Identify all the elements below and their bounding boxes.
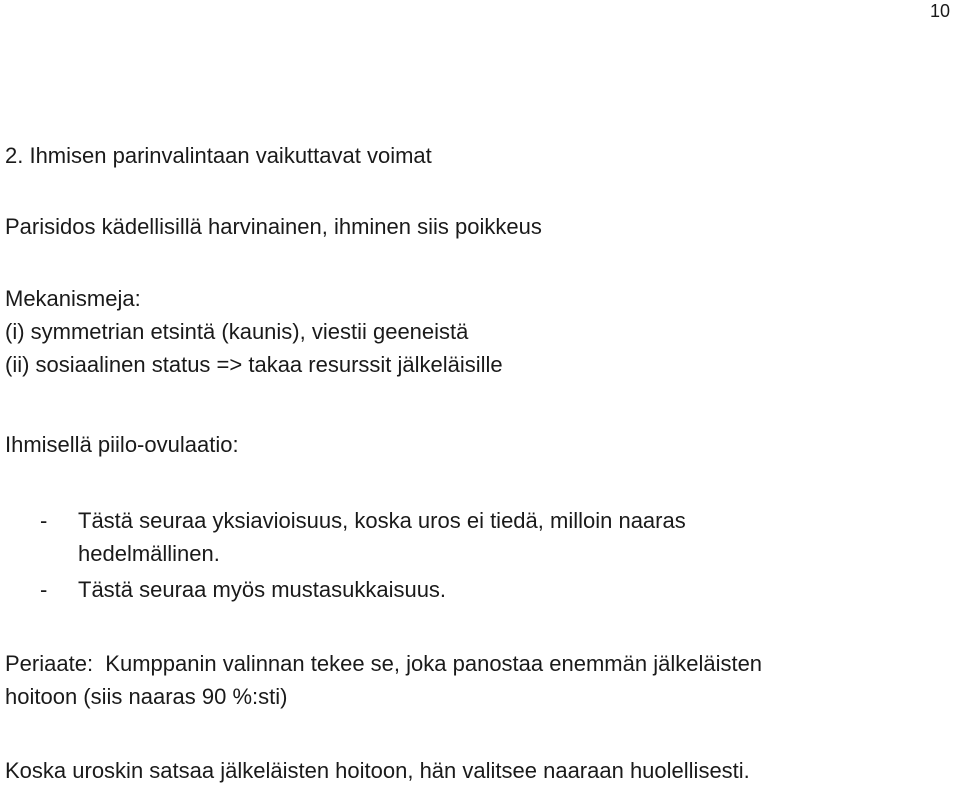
bullet-text: Tästä seuraa myös mustasukkaisuus.: [78, 577, 447, 602]
bullet-item: [40, 506, 686, 535]
bullet-dash: -: [40, 577, 48, 602]
intro-text: Parisidos kädellisillä harvinainen, ihminen siis poikkeus: [5, 214, 542, 239]
mechanisms-title: Mekanismeja:: [5, 286, 141, 311]
bullet-item: [40, 575, 446, 604]
page-number: 10: [929, 1, 950, 21]
bullet-text: Tästä seuraa yksiavioisuus, koska uros ei tiedä, milloin naaras: [78, 508, 686, 533]
ovulation-title: Ihmisellä piilo-ovulaatio:: [5, 432, 239, 457]
bullet-continuation: hedelmällinen.: [78, 541, 220, 566]
closing-text: Koska uroskin satsaa jälkeläisten hoitoon, hän valitsee naaraan huolellisesti.: [5, 758, 750, 783]
mechanism-item: (i) symmetrian etsintä (kaunis), viestii geeneistä: [5, 319, 469, 344]
mechanism-item: (ii) sosiaalinen status => takaa resurssit jälkeläisille: [5, 352, 503, 377]
section-heading: 2. Ihmisen parinvalintaan vaikuttavat voimat: [5, 143, 432, 168]
bullet-dash: -: [40, 508, 48, 533]
principle-line: Periaate: Kumppanin valinnan tekee se, joka panostaa enemmän jälkeläisten: [5, 651, 763, 676]
principle-line: hoitoon (siis naaras 90 %:sti): [5, 684, 288, 709]
